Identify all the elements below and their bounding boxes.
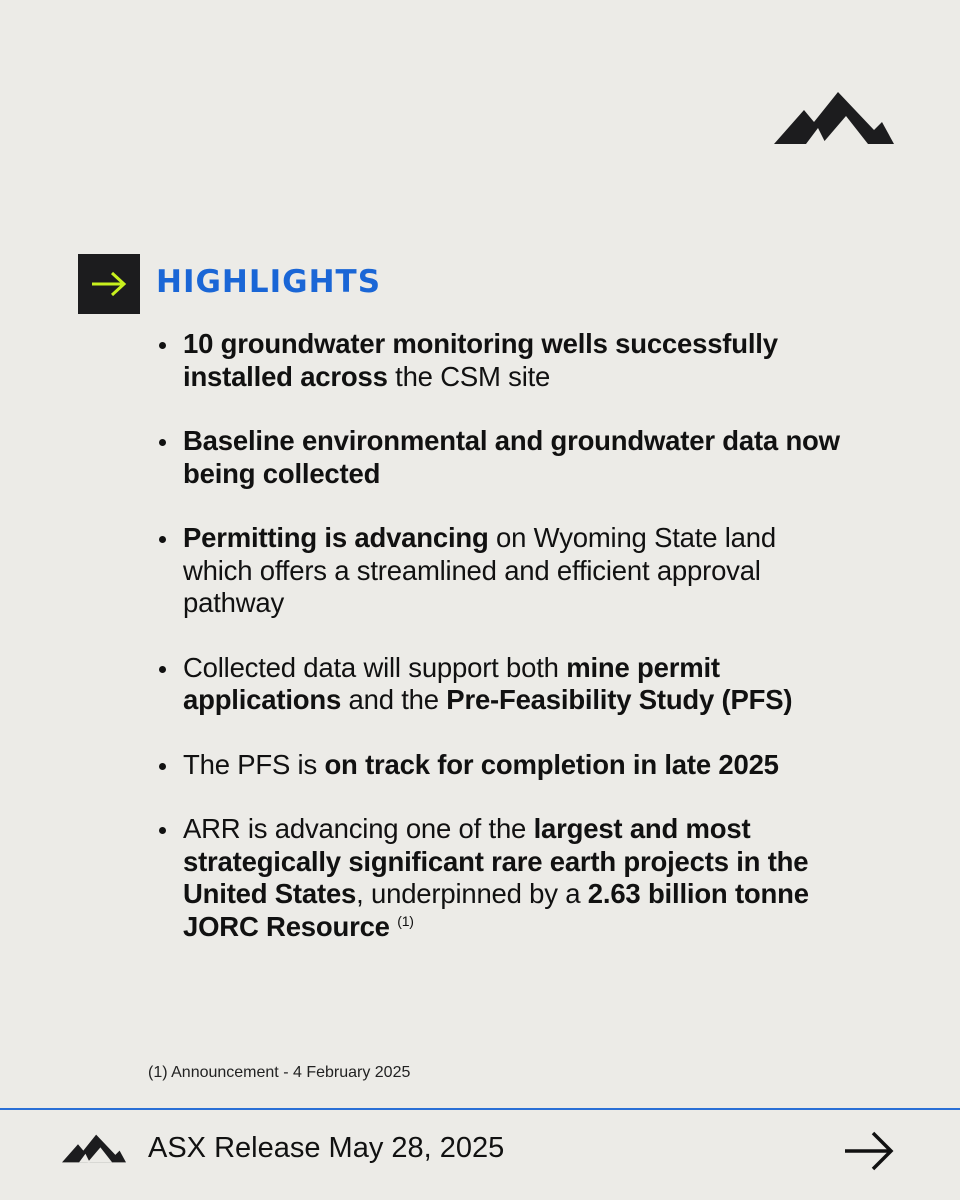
highlight-item (157, 813, 847, 943)
highlight-text: Collected data will support both (183, 651, 567, 683)
highlight-text: on track for completion in late 2025 (324, 748, 779, 780)
highlight-text: mine permit applications (183, 651, 720, 715)
release-date: ASX Release May 28, 2025 (148, 1132, 505, 1164)
highlight-text: 10 groundwater monitoring wells successfully installed across (183, 328, 778, 392)
mountain-logo-icon (62, 1134, 126, 1164)
highlights-heading: HIGHLIGHTS (156, 264, 382, 300)
highlight-text: the CSM site (387, 360, 551, 392)
next-arrow-icon[interactable] (843, 1130, 895, 1172)
highlight-item (157, 328, 847, 393)
mountain-logo-icon (774, 92, 894, 146)
highlight-text: 2.63 billion tonne JORC Resource (183, 878, 809, 942)
highlight-text: on Wyoming State land which offers a streamlined and efficient approval pathway (183, 522, 776, 618)
highlight-text: , underpinned by a (356, 878, 588, 909)
highlight-item (157, 522, 847, 620)
highlight-text: The PFS is (183, 748, 325, 780)
arrow-right-icon (90, 271, 128, 297)
highlight-text: and the (341, 684, 447, 715)
highlight-text: Permitting is advancing (183, 522, 489, 553)
highlights-list (157, 328, 847, 975)
highlight-text: Baseline environmental and groundwater data now being collected (183, 425, 840, 489)
highlight-text: ARR is advancing one of the (183, 813, 534, 844)
footnote-ref: (1) (397, 912, 414, 929)
highlight-item (157, 749, 847, 782)
heading-arrow-box (78, 254, 140, 314)
highlight-item (157, 425, 847, 490)
highlight-item (157, 652, 847, 717)
highlight-text: Pre-Feasibility Study (PFS) (446, 684, 793, 715)
footnote: (1) Announcement - 4 February 2025 (148, 1064, 411, 1081)
highlight-text: largest and most strategically significant rare earth projects in the United States (183, 813, 809, 909)
footer-divider (0, 1108, 960, 1110)
